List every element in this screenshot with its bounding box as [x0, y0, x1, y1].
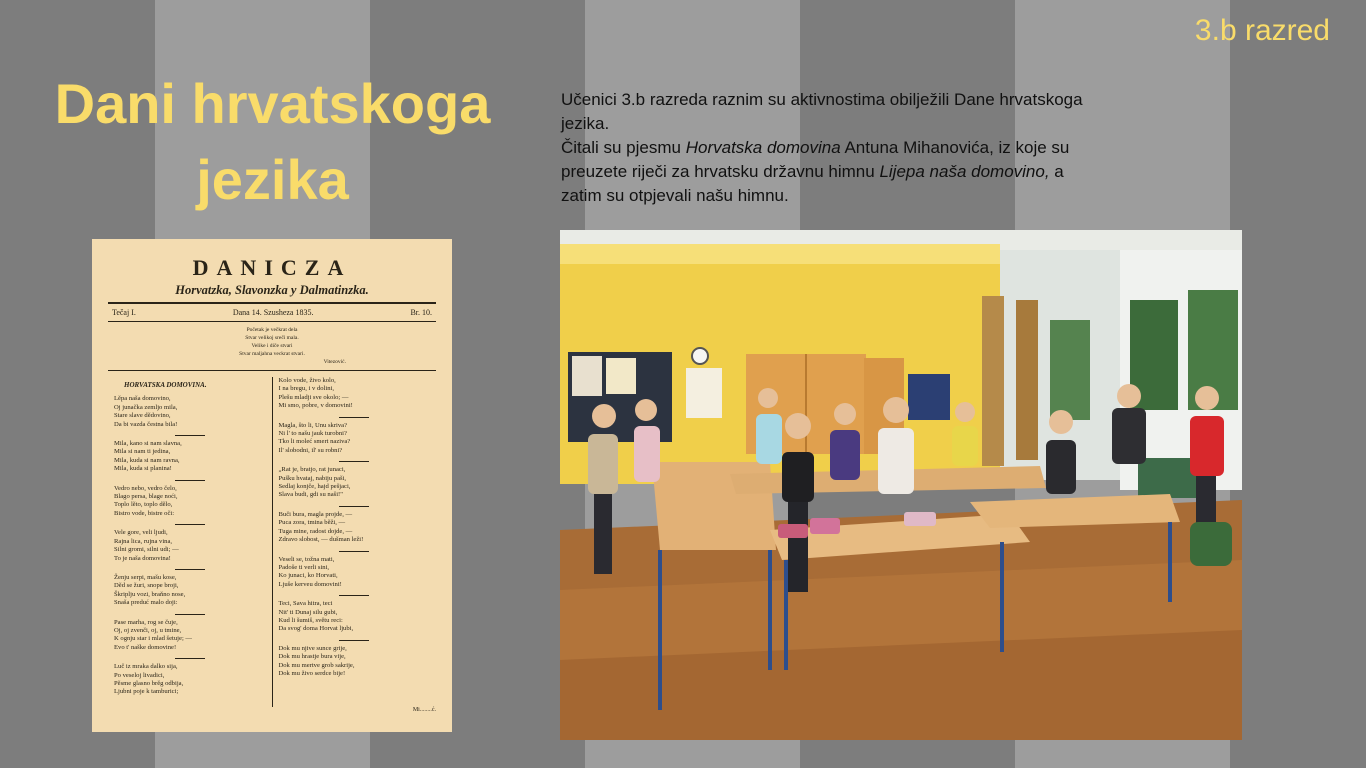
poem-line: Bistro vode, bistre oči: [114, 509, 175, 517]
stanza-separator [339, 506, 369, 507]
text-span: Antuna Mihanovića, iz koje su preuzete riječi za hrvatsku državnu himnu [561, 138, 1070, 181]
poem-line: Zdravo slobost, — dušman leži! [278, 536, 364, 544]
number-label: Br. 10. [410, 308, 432, 317]
poem-line: Lěpa naša domovino, [114, 395, 171, 403]
poem-title-italic: Horvatska domovina [685, 138, 841, 157]
text-span: a zatim su otpjevali našu himnu. [561, 162, 1064, 205]
poem-line: Mi smo, pobre, v domovini! [278, 402, 353, 410]
poem-line: I na bregu, i v dolini, [278, 385, 334, 393]
motto-line: Stvar maljahna veckrat stvari. [239, 351, 305, 357]
poem-line: Da svog' doma Horvat ljubi, [278, 625, 354, 633]
poem-line: Dok mu živo serdce bije! [278, 669, 346, 677]
poem-line: Il' slobodni, il' su robni? [278, 446, 343, 454]
poem-line: Dok mu njive sunce grije, [278, 644, 347, 652]
newspaper-motto [108, 326, 436, 366]
poem-line: Luč iz mraka dalko sija, [114, 663, 178, 671]
stanza-separator [339, 461, 369, 462]
issue-label: Tečaj I. [112, 308, 136, 317]
anthem-title-italic: Lijepa naša domovino, [879, 162, 1050, 181]
poem-line: Snaša preduć malo doji: [114, 599, 178, 607]
poem-stanza [114, 440, 266, 474]
page-title: Dani hrvatskoga jezika [54, 72, 491, 211]
motto-line: Početak je večkrat dela [246, 327, 298, 333]
poem-line: „Rat je, bratjo, rat junaci, [278, 466, 346, 474]
poem-line: Da bi vazda čestna bila! [114, 420, 178, 428]
class-label: 3.b razred [1194, 14, 1330, 47]
text-span: Čitali su pjesmu [561, 138, 686, 157]
poem-line: Škriplju vozi, braňno nose, [114, 590, 186, 598]
poem-title: HORVATSKA DOMOVINA. [124, 381, 207, 389]
poem-line: K ognju star i mlad šetuje; — [114, 635, 193, 643]
poem-line: Ni l' to našu jauk turobni? [278, 430, 347, 438]
poem-line: Pase marha, rog se čuje, [114, 618, 178, 626]
poem-stanza [114, 663, 266, 697]
poem-line: Blago persa, blage noći, [114, 493, 178, 501]
poem-line: Silni gromi, silni udi; — [114, 546, 179, 554]
poem-line: Nit' ti Dunaj silu gubi, [278, 608, 338, 616]
newspaper-subtitle: Horvatzka, Slavonzka y Dalmatinzka. [175, 283, 369, 297]
poem-stanza [279, 466, 431, 500]
poem-line: Puca zora, tmina běži, — [278, 519, 346, 527]
poem-stanza [279, 556, 431, 590]
stanza-separator [175, 480, 205, 481]
poem-stanza [114, 485, 266, 519]
poem-line: Mila, kano si nam slavna, [114, 440, 182, 448]
poem-line: Ljubni poje k tamburici; [114, 688, 179, 696]
poem-line: Tko li moleć smert naziva? [278, 438, 351, 446]
poem-line: Oj junačka zemljo mila, [114, 403, 178, 411]
poem-column-right [273, 377, 437, 707]
poem-stanza [114, 574, 266, 608]
motto-line: Velike i diče stvari [251, 343, 293, 349]
poem-line: Mila si nam ti jedina, [114, 448, 171, 456]
poem-stanza [279, 645, 431, 679]
poem-line: Děd se žuri, snope broji, [114, 582, 179, 590]
stanza-separator [175, 658, 205, 659]
poem-line: Veseli se, tožna mati, [278, 555, 335, 563]
poem-column-left [108, 377, 273, 707]
poem-line: Oj, oj zvenči, oj, u tmine, [114, 626, 182, 634]
poem-line: Mila, kuda si nam ravna, [114, 456, 180, 464]
poem-line: Pěsme glasno brěg odbija, [114, 679, 184, 687]
poem-line: Plešu mladji sve okolo; — [278, 393, 349, 401]
newspaper-dateline [108, 308, 436, 317]
motto-line: Stvar velikoj sreči mala. [245, 335, 299, 341]
poem-signature: Mi........ć. [412, 707, 436, 713]
poem-stanza [279, 422, 431, 456]
poem-line: Tuga mine, radost dojde, — [278, 527, 353, 535]
description-text [561, 88, 1091, 208]
poem-line: Mila, kuda si planina! [114, 465, 172, 473]
stanza-separator [175, 524, 205, 525]
poem-line: Po veseloj livadici, [114, 671, 165, 679]
stanza-separator [339, 417, 369, 418]
poem-line: Ko junaci, ko Horvati, [278, 572, 338, 580]
poem-line: Ljuše kerveu domovini! [278, 580, 342, 588]
poem-stanza [279, 511, 431, 545]
stanza-separator [175, 569, 205, 570]
poem-line: Vedro nebo, vedro čelo, [114, 484, 177, 492]
stanza-separator [339, 595, 369, 596]
poem-line: Dok mu mertve grob sakrije, [278, 661, 355, 669]
motto-line: Vitezović. [323, 359, 346, 365]
poem-line: Pušku hvataj, nabiju paši, [278, 474, 347, 482]
poem-line: Ženju serpi, mašu kose, [114, 573, 177, 581]
newspaper-image [92, 239, 452, 732]
stanza-separator [175, 435, 205, 436]
poem-stanza [114, 619, 266, 653]
stanza-separator [175, 614, 205, 615]
poem-line: Slava budi, gdi su naši!" [278, 491, 343, 499]
poem-line: Buči bura, magla projde, — [278, 510, 353, 518]
stanza-separator [339, 640, 369, 641]
description-paragraph-1: Učenici 3.b razreda raznim su aktivnostima obilježili Dane hrvatskoga jezika. [561, 90, 1083, 133]
poem-line: Magla, što li, Unu skriva? [278, 421, 347, 429]
poem-line: Stare slave dědovino, [114, 412, 171, 420]
poem-line: Evo t' naške domovine! [114, 643, 177, 651]
poem-line: To je naša domovina! [114, 554, 171, 562]
poem-line: Dok mu hrastje bura vije, [278, 653, 346, 661]
poem-line: Rajna lica, rujna vina, [114, 537, 173, 545]
stanza-separator [339, 551, 369, 552]
poem-line: Padoše ti verli sini, [278, 563, 330, 571]
poem-line: Kolo vode, živo kolo, [278, 377, 336, 384]
poem-stanza [114, 529, 266, 563]
poem-stanza [279, 600, 431, 634]
poem-line: Vele gore, veli ljudi, [114, 529, 168, 537]
newspaper-masthead: DANICZA [192, 255, 352, 280]
description-paragraph-2 [561, 136, 1091, 208]
classroom-photo [560, 230, 1242, 740]
poem-line: Toplo lěto, toplo dělo, [114, 501, 173, 509]
poem-stanza [114, 395, 266, 429]
poem-line: Teci, Sava hitra, teci [278, 600, 333, 608]
date-label: Dana 14. Szusheza 1835. [232, 308, 314, 317]
poem-line: Kud li šumiš, světu reci: [278, 616, 343, 624]
poem-line: Sedlaj konjče, hajd pešjaci, [278, 483, 351, 491]
poem-stanza [279, 377, 431, 411]
